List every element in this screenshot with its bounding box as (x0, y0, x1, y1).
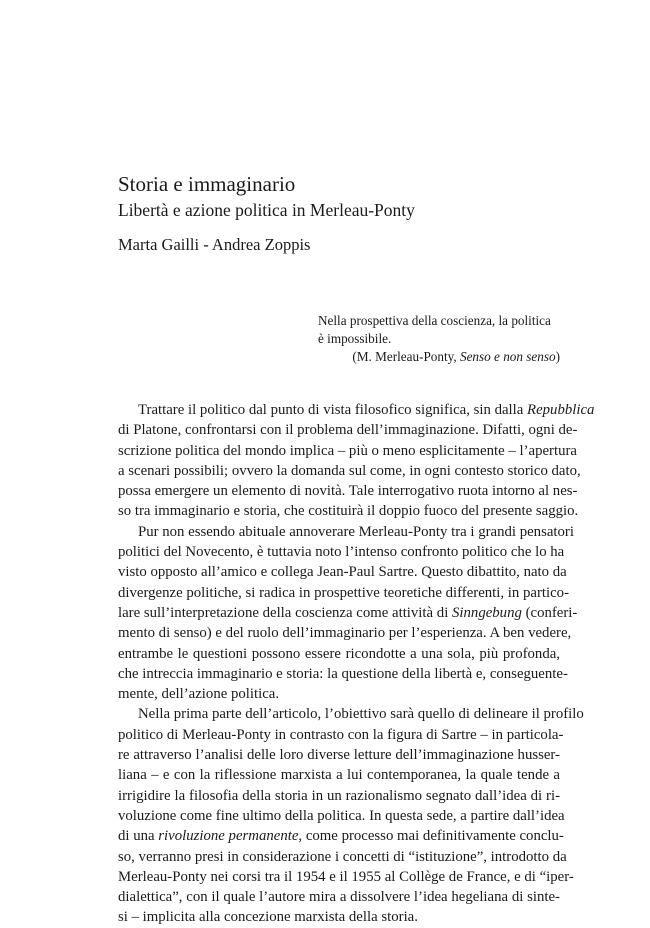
text-run: Sinngebung (452, 604, 522, 621)
epigraph-line: è impossibile. (318, 330, 392, 346)
text-line (118, 745, 560, 765)
text-line (118, 501, 579, 521)
text-run: scrizione politica del mondo implica – più o meno esplicitamente – l’apertura (118, 442, 577, 459)
text-line (118, 522, 574, 542)
text-line (118, 400, 595, 420)
epigraph-source-suffix: ) (555, 349, 560, 364)
text-run: (conferi- (521, 604, 578, 621)
article-authors: Marta Gailli - Andrea Zoppis (118, 235, 311, 254)
text-line (118, 481, 578, 501)
text-run: di Platone, confrontarsi con il problema dell’immaginazione. Difatti, ogni de- (118, 422, 578, 439)
text-line (118, 684, 560, 704)
article-title: Storia e immaginario (118, 172, 296, 196)
text-line (118, 583, 569, 603)
text-line (118, 867, 574, 887)
text-run: Trattare il politico dal punto di vista filosofico significa, sin dalla (138, 402, 528, 418)
text-run: si – implicita alla concezione marxista della storia. (118, 909, 418, 926)
article-body (118, 400, 595, 928)
text-run: mente, dell’azione politica. (118, 686, 280, 703)
text-run: so tra immaginario e storia, che costituirà il doppio fuoco del presente saggio. (118, 503, 579, 520)
text-line (118, 887, 560, 907)
text-line (118, 644, 560, 664)
epigraph-source (318, 348, 560, 366)
text-line (118, 907, 560, 927)
text-run: re attraverso l’analisi delle loro diverse letture dell’immaginazione husser- (118, 747, 560, 764)
text-line (118, 826, 564, 846)
body-paragraph-2 (118, 522, 578, 705)
text-run: , come processo mai definitivamente conclu- (298, 828, 564, 845)
text-run: so, verranno presi in considerazione i concetti di “istituzione”, introdotto da (118, 848, 567, 865)
text-run: dialettica”, con il quale l’autore mira a dissolvere l’idea hegeliana di sinte- (118, 889, 560, 906)
text-line (118, 704, 584, 724)
text-run: liana – e con la riflessione marxista a lui contemporanea, la quale tende a (118, 767, 560, 784)
text-run: Nella prima parte dell’articolo, l’obiettivo sarà quello di delineare il profilo (138, 706, 584, 723)
text-run: irrigidire la filosofia della storia in un razionalismo segnato dall’idea di ri- (118, 787, 560, 804)
body-paragraph-3 (118, 704, 584, 927)
text-line (118, 664, 568, 684)
text-run: visto opposto all’amico e collega Jean-Paul Sartre. Questo dibattito, nato da (118, 564, 567, 581)
text-run: a scenari possibili; ovvero la domanda sul come, in ogni contesto storico dato, (118, 462, 581, 479)
text-run: entrambe le questioni possono essere ricondotte a una sola, più profonda, (118, 645, 560, 662)
epigraph-source-title: Senso e non senso (459, 349, 556, 364)
text-line (118, 562, 567, 582)
text-run: di una (118, 828, 159, 845)
text-run: lare sull’interpretazione della coscienza come attività di (118, 604, 453, 621)
epigraph-line: Nella prospettiva della coscienza, la politica (318, 313, 551, 328)
article-subtitle: Libertà e azione politica in Merleau-Ponty (118, 200, 415, 220)
text-line (118, 542, 565, 562)
text-line (118, 847, 567, 867)
text-line (118, 765, 560, 785)
text-line (118, 725, 564, 745)
body-paragraph-1 (118, 400, 595, 522)
text-run: possa emergere un elemento di novità. Tale interrogativo ruota intorno al nes- (118, 483, 578, 500)
text-line (118, 786, 560, 806)
text-run: che intreccia immaginario e storia: la questione della libertà e, conseguente- (118, 665, 568, 682)
text-line (118, 603, 578, 623)
text-run: voluzione come fine ultimo della politica. In questa sede, a partire dall’idea (118, 807, 565, 824)
text-line (118, 441, 577, 461)
text-run: mento di senso) e del ruolo dell’immaginario per l’esperienza. A ben vedere, (118, 625, 572, 642)
text-run: Pur non essendo abituale annoverare Merleau-Ponty tra i grandi pensatori (138, 523, 574, 540)
text-line (118, 806, 565, 826)
text-line (118, 623, 572, 643)
text-run: rivoluzione permanente (158, 828, 299, 845)
text-run: politici del Novecento, è tuttavia noto l’intenso confronto politico che lo ha (118, 544, 565, 561)
text-run: politico di Merleau-Ponty in contrasto con la figura di Sartre – in particola- (118, 726, 564, 743)
text-line (118, 461, 581, 481)
text-run: Merleau-Ponty nei corsi tra il 1954 e il 1955 al Collège de France, e di “iper- (118, 868, 574, 885)
text-run: Repubblica (527, 402, 595, 418)
epigraph-source-prefix: (M. Merleau-Ponty, (352, 349, 460, 364)
text-line (118, 420, 578, 440)
epigraph (318, 312, 560, 366)
text-run: divergenze politiche, si radica in prospettive teoretiche differenti, in partico- (118, 584, 569, 601)
